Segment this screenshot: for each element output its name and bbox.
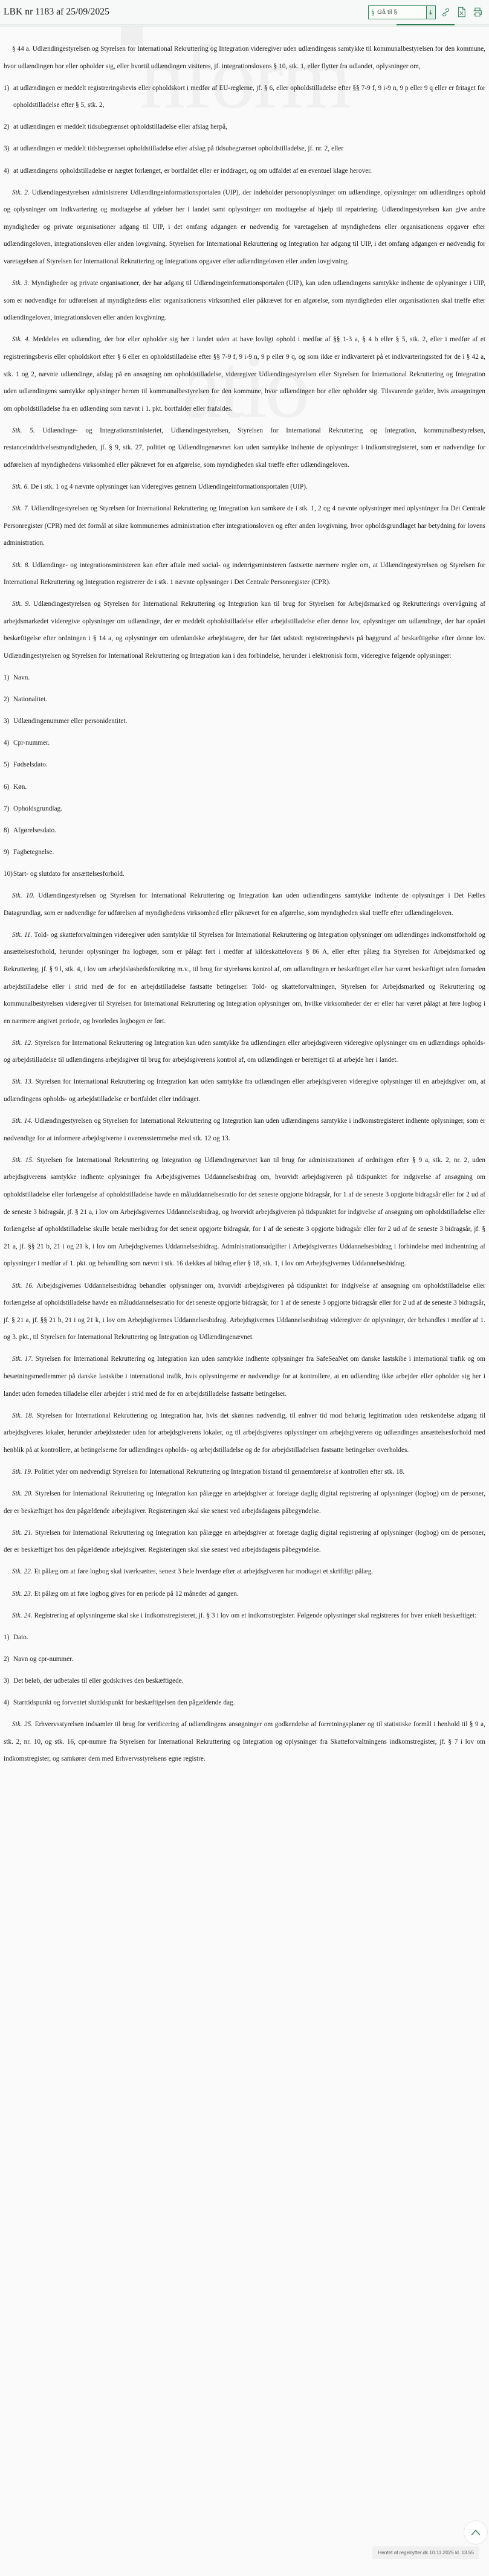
subsection-paragraph [4, 887, 485, 922]
numbered-list-item [4, 1694, 485, 1712]
numbered-list-item [4, 756, 485, 774]
paragraph-text: Et pålæg om at føre logbog gives for en periode på 12 måneder ad gangen. [32, 1590, 239, 1598]
subsection-marker: Stk. 7. [12, 505, 30, 513]
list-item-text: Nationalitet. [13, 696, 48, 704]
numbered-list-item [4, 822, 485, 840]
list-item-text: at udlændingens opholdstilladelse er nægtet forlænget, er bortfaldet eller er inddraget, og om udfaldet af en eventuel klage herover. [13, 167, 372, 175]
paragraph-text: De i stk. 1 og 4 nævnte oplysninger kan videregives gennem Udlændingeinformationsportalen (UIP). [29, 483, 308, 491]
list-item-text: Starttidspunkt og forventet sluttidspunkt for beskæftigelsen den pågældende dag. [13, 1698, 235, 1706]
subsection-marker: Stk. 24. [12, 1611, 33, 1619]
paragraph-text: Styrelsen for International Rekruttering og Integration kan uden samtykke fra udlændingen eller arbejdsgiveren videregive oplysninger til en arbejdsgiver om, at udlændingens opholds- og arbejdstilladelse er bortfaldet eller inddraget. [4, 1078, 485, 1103]
goto-paragraph-select[interactable] [368, 5, 436, 19]
subsection-marker: Stk. 9. [12, 600, 31, 608]
subsection-paragraph [4, 1113, 485, 1147]
list-item-number: 1) [4, 674, 10, 682]
paragraph-text: Udlændingestyrelsen og Styrelsen for International Rekruttering og Integration kan uden udlændingens samtykke i indkomstregisteret indhente oplysninger, som er nødvendige for at informere arbejdsgiverne i overensstemmelse med stk. 12 og 13. [4, 1117, 485, 1142]
subsection-marker: Stk. 8. [12, 561, 30, 569]
paragraph-text: Udlændinge- og integrationsministeren kan efter aftale med social- og indenrigsministeren fastsætte nærmere regler om, at Udlændingestyrelsen og Styrelsen for International Rekruttering og Integration registrerer de i stk. 1 nævnte oplysninger i Det Centrale Personregister (CPR). [4, 561, 485, 586]
retrieval-stamp: Hentet af regelrytter.dk 10.11.2025 kl. 13.55 [372, 2546, 479, 2559]
list-item-text: Opholdsgrundlag. [13, 805, 63, 812]
list-item-number: 5) [4, 761, 10, 769]
chevron-up-icon [470, 2526, 482, 2539]
list-item-text: Dato. [13, 1633, 28, 1641]
paragraph-text: § 44 a. Udlændingestyrelsen og Styrelsen for International Rekruttering og Integration videregiver uden udlændingens samtykke til kommunalbestyrelsen for den kommune, hvor udlændingen bor eller opholder sig, eller hvortil udlændingen visiteres, jf. integrationslovens § 10, stk. 1, eller flytter fra udlandet, oplysninger om, [4, 45, 485, 70]
subsection-marker: Stk. 23. [12, 1590, 33, 1598]
subsection-paragraph [4, 1585, 485, 1603]
numbered-list-item [4, 713, 485, 730]
list-item-number: 3) [4, 1677, 10, 1685]
subsection-paragraph [4, 1035, 485, 1069]
subsection-marker: Stk. 11. [12, 931, 33, 939]
numbered-list-item [4, 734, 485, 752]
subsection-paragraph [4, 1485, 485, 1520]
numbered-list-item [4, 669, 485, 687]
numbered-list-item [4, 844, 485, 861]
paragraph-text: Et pålæg om at føre logbog skal iværksættes, senest 3 hele hverdage efter at arbejdsgiveren har modtaget et skriftligt pålæg. [32, 1568, 374, 1576]
subsection-paragraph [4, 422, 485, 474]
subsection-paragraph [4, 1607, 485, 1625]
subsection-paragraph [4, 1524, 485, 1559]
numbered-list-item [4, 1629, 485, 1646]
subsection-marker: Stk. 20. [12, 1490, 33, 1498]
paragraph-text: Udlændinge- og Integrationsministeriet, Udlændingestyrelsen, Styrelsen for International Rekruttering og Integration, kommunalbestyrelsen, restanceinddrivelsesmyndigheden, jf. § 9, stk. 27, politiet og Udlændingenævnet kan uden samtykke indhente de oplysninger i indkomstregisteret, som er nødvendige for udførelsen af myndighedens virksomhed eller påkrævet for en afgørelse, som myndigheden skal træffe efter udlændingeloven. [4, 426, 486, 469]
list-item-text: Udlændingenummer eller personidentitet. [13, 718, 128, 725]
subsection-paragraph [4, 557, 485, 591]
subsection-marker: Stk. 21. [12, 1529, 33, 1537]
document-identifier: LBK nr 1183 af 25/09/2025 [4, 7, 109, 17]
subsection-marker: Stk. 2. [12, 188, 30, 196]
subsection-paragraph [4, 184, 485, 271]
subsection-paragraph [4, 275, 485, 327]
subsection-paragraph [4, 478, 485, 496]
paragraph-text: Udlændingestyrelsen og Styrelsen for International Rekruttering og Integration kan uden udlændingens samtykke indhente de oplysninger i Det Fælles Datagrundlag, som er nødvendige for udførelsen af myndighedens virksomhed eller påkrævet for en afgørelse, som myndigheden skal træffe efter udlændingeloven. [4, 892, 485, 917]
list-item-text: Køn. [13, 783, 27, 791]
list-item-text: Fødselsdato. [13, 761, 48, 769]
subsection-paragraph [4, 1152, 485, 1273]
paragraph-text: Udlændingestyrelsen og Styrelsen for International Rekruttering og Integration kan samkøre de i stk. 1, 2 og 4 nævnte oplysninger med oplysninger fra Det Centrale Personregister (CPR) med det formål at sikre kommunernes administration efter integrationsloven og efter anden lovgivning, hvor opholdsgrundlaget har betydning for lovens administration. [4, 505, 485, 547]
numbered-list-item [4, 162, 485, 180]
list-item-number: 7) [4, 805, 10, 812]
list-item-number: 10) [4, 870, 13, 878]
list-item-text: Navn. [13, 674, 30, 682]
toolbar-actions [368, 5, 483, 19]
subsection-marker: Stk. 10. [12, 892, 35, 900]
list-item-number: 2) [4, 1655, 10, 1663]
section-paragraph [4, 40, 485, 75]
active-control-underline [397, 24, 455, 25]
list-item-number: 3) [4, 718, 10, 725]
paragraph-text: Styrelsen for International Rekruttering og Integration har, hvis det skønnes nødvendig, til enhver tid mod behørig legitimation uden retskendelse adgang til arbejdsgiveres lokaler, herunder arbejdssteder uden for arbejdsgiverens lokaler, og til arbejdsgiveres oplysninger om arbejdsgiverens og udlændinges ansættelsesforhold med henblik på at kontrollere, at betingelserne for udlændinges opholds- og arbejdstilladelse og de for arbejdstilladelsen fastsatte betingelser overholdes. [4, 1412, 485, 1454]
list-item-text: at udlændingen er meddelt tidsbegrænset opholdstilladelse efter afslag på tidsubegrænset opholdstilladelse, jf. nr. 2, eller [13, 145, 344, 153]
subsection-paragraph [4, 1463, 485, 1481]
paragraph-icon: § [371, 7, 375, 16]
paragraph-text: Meddeles en udlænding, der bor eller opholder sig her i landet uden at have lovligt ophold i medfør af §§ 1-3 a, § 4 b eller § 5, stk. 2, eller i medfør af et registreringsbevis eller opholdskort efter § 6 eller en opholdstilladelse efter §§ 7-9 f, 9 i-9 n, 9 p eller 9 q, og som ikke er indkvarteret på et indkvarteringssted for de i § 42 a, stk. 1 og 2, nævnte udlændinge, afslag på en ansøgning om opholdstilladelse, videregiver Udlændingestyrelsen eller Styrelsen for International Rekruttering og Integration uden udlændingens samtykke oplysninger herom til kommunalbestyrelsen for den kommune, hvor udlændingen bor eller opholder sig. Tilsvarende gælder, hvis ansøgningen om opholdstilladelse fra en udlænding som nævnt i 1. pkt. bortfalder eller frafaldes. [4, 336, 485, 413]
paragraph-text: Styrelsen for International Rekruttering og Integration kan pålægge en arbejdsgiver at foretage daglig digital registrering af oplysninger (logbog) om de personer, der er beskæftiget hos den pågældende arbejdsgiver. Registeringen skal ske senest ved arbejdsdagens påbegyndelse. [4, 1490, 485, 1515]
subsection-paragraph [4, 1073, 485, 1108]
list-item-text: Det beløb, der udbetales til eller godskrives den beskæftigede. [13, 1677, 184, 1685]
paragraph-text: Registrering af oplysningerne skal ske i indkomstregisteret, jf. § 3 i lov om et indkomstregister. Følgende oplysninger skal registreres for hver enkelt beskæftiget: [32, 1611, 477, 1619]
subsection-marker: Stk. 19. [12, 1468, 33, 1476]
paragraph-text: Myndigheder og private organisationer, der har adgang til Udlændingeinformationsportalen (UIP), kan uden udlændingens samtykke indhente de oplysninger i UIP, som er nødvendige for udførelsen af myndighedens eller organisationens virksomhed eller påkrævet for en afgørelse, som myndigheden eller organisationen skal træffe efter udlændingeloven, integrationsloven eller anden lovgivning. [4, 280, 485, 322]
list-item-number: 1) [4, 84, 10, 92]
numbered-list-item [4, 80, 485, 114]
paragraph-text: Styrelsen for International Rekruttering og Integration kan pålægge en arbejdsgiver at foretage daglig digital registrering af oplysninger (logbog) om de personer, der er beskæftiget hos den pågældende arbejdsgiver. Registeringen skal ske senest ved arbejdsdagens påbegyndelse. [4, 1529, 485, 1554]
document-body [4, 40, 485, 1768]
paragraph-text: Told- og skatteforvaltningen videregiver uden samtykke til Styrelsen for International Rekruttering og Integration oplysninger om udlændinges indkomstforhold og ansættelsesforhold, herunder oplysninger fra logbøger, som er pålagt ført i medfør af kildeskattelovens § 86 A, eller efter pålæg fra Styrelsen for Arbejdsmarked og Rekruttering, jf. § 9 l, stk. 4, i lov om arbejdsløshedsforsikring m.v., til brug for styrelsens kontrol af, om udlændingen er beskæftiget eller har været beskæftiget uden fornøden arbejdstilladelse eller i strid med de for en arbejdstilladelse fastsatte betingelser. Told- og skatteforvaltningen, Styrelsen for Arbejdsmarked og Rekruttering og kommunalbestyrelsen videregiver til Styrelsen for International Rekruttering og Integration oplysninger om, hvilke virksomheder der er eller har været pålagt at føre logbog i en nærmere angivet periode, og hvorledes logbogen er ført. [4, 931, 485, 1025]
subsection-marker: Stk. 14. [12, 1117, 33, 1125]
list-item-text: Start- og slutdato for ansættelsesforhold. [13, 870, 125, 878]
subsection-marker: Stk. 13. [12, 1078, 33, 1086]
paragraph-text: Politiet yder om nødvendigt Styrelsen for International Rekruttering og Integration bistand til gennemførelse af kontrollen efter stk. 18. [32, 1468, 405, 1476]
subsection-marker: Stk. 22. [12, 1568, 33, 1576]
subsection-marker: Stk. 15. [12, 1156, 34, 1164]
list-item-text: at udlændingen er meddelt tidsubegrænset opholdstilladelse eller afslag herpå, [13, 123, 227, 131]
paragraph-text: Styrelsen for International Rekruttering og Integration og Udlændingenævnet kan til brug for administrationen af ordningen efter § 9 a, stk. 2, nr. 2, uden arbejdsgiverens samtykke indhente oplysninger fra Arbejdsgivernes Uddannelsesbidrag om, hvorvidt arbejdsgiveren på tidspunktet for indgivelse af ansøgning om opholdstilladelse eller forlængelse af opholdstilladelse havde en måluddannelsesratio for det seneste opgjorte bidragsår, for 1 af de seneste 3 opgjorte bidragsår eller for 2 ud af de seneste 3 bidragsår, jf. § 21 a, i lov om Arbejdsgivernes Uddannelsesbidrag, og hvorvidt arbejdsgiveren på tidspunktet for indgivelse af ansøgning om opholdstilladelse eller forlængelse af opholdstilladelse skulle betale merbidrag for det senest opgjorte bidragsår, for 1 af de seneste 3 opgjorte bidragsår eller for 2 ud af de seneste 3 bidragsår, jf. § 21 a, jf. §§ 21 b, 21 i og 21 k, i lov om Arbejdsgivernes Uddannelsesbidrag. Administrationsudgifter i Arbejdsgivernes Uddannelsesbidrag i forbindelse med indhentning af oplysninger i medfør af 1. pkt. og behandling som nævnt i stk. 16 dækkes af bidrag efter § 18, stk. 1, i lov om Arbejdsgivernes Uddannelsesbidrag. [4, 1156, 485, 1268]
subsection-paragraph [4, 596, 485, 664]
paragraph-text: Styrelsen for International Rekruttering og Integration kan uden samtykke fra udlændingen eller arbejdsgiveren videregive oplysninger om en udlændings opholds- og arbejdstilladelse til udlændingens arbejdsgiver til brug for arbejdsgiverens kontrol af, om udlændingen er berettiget til at arbejde her i landet. [4, 1039, 485, 1064]
paragraph-text: Erhvervsstyrelsen indsamler til brug for verificering af udlændingens ansøgninger om godkendelse af forretningsplaner og til statistiske formål i henhold til § 9 a, stk. 2, nr. 10, og stk. 16, cpr-numre fra Styrelsen for International Rekruttering og Integration og oplysninger fra Skatteforvaltningens indkomstregister, jf. § 7 i lov om indkomstregister, og samkører dem med Erhvervsstyrelsens egne registre. [4, 1721, 485, 1763]
subsection-paragraph [4, 500, 485, 552]
numbered-list-item [4, 118, 485, 136]
list-item-number: 3) [4, 145, 10, 153]
list-item-number: 6) [4, 783, 10, 791]
list-item-text: at udlændingen er meddelt registreringsbevis eller opholdskort i medfør af EU-reglerne, jf. § 6, eller opholdstilladelse efter §§ 7-9 f, 9 i-9 n, 9 p eller 9 q eller er fritaget for opholdstilladelse efter § 5, stk. 2, [13, 84, 485, 109]
subsection-paragraph [4, 927, 485, 1030]
numbered-list-item [4, 691, 485, 708]
print-icon[interactable] [471, 6, 483, 19]
subsection-paragraph [4, 331, 485, 417]
numbered-list-item [4, 866, 485, 883]
list-item-text: Navn og cpr-nummer. [13, 1655, 74, 1663]
chevron-down-icon[interactable] [426, 6, 435, 19]
list-item-number: 8) [4, 826, 10, 834]
subsection-paragraph [4, 1407, 485, 1459]
subsection-paragraph [4, 1277, 485, 1346]
numbered-list-item [4, 1672, 485, 1690]
subsection-paragraph [4, 1716, 485, 1768]
paragraph-text: Arbejdsgivernes Uddannelsesbidrag behandler oplysninger om, hvorvidt arbejdsgiveren på tidspunktet for indgivelse af ansøgning om opholdstilladelse eller forlængelse af opholdstilladelse havde en måluddannelsesratio for det seneste opgjorte bidragsår, for 1 af de seneste 3 opgjorte bidragsår eller for 2 ud af de seneste 3 bidragsår, jf. § 21 a, jf. §§ 21 b, 21 i og 21 k, i lov om Arbejdsgivernes Uddannelsesbidrag. Arbejdsgivernes Uddannelsesbidrag videregiver de oplysninger, der behandles i medfør af 1. og 3. pkt., til Styrelsen for International Rekruttering og Integration og Udlændingenævnet. [4, 1282, 485, 1341]
subsection-marker: Stk. 18. [12, 1412, 34, 1419]
numbered-list-item [4, 1651, 485, 1668]
document-page [0, 27, 489, 2576]
numbered-list-item [4, 779, 485, 796]
subsection-marker: Stk. 25. [12, 1721, 33, 1729]
document-toolbar [0, 0, 489, 24]
goto-paragraph-label: Gå til § [377, 8, 398, 16]
subsection-marker: Stk. 3. [12, 280, 30, 287]
list-item-number: 4) [4, 167, 10, 175]
list-item-text: Cpr-nummer. [13, 739, 50, 747]
list-item-number: 2) [4, 123, 10, 131]
list-item-text: Fagbetegnelse. [13, 848, 54, 856]
subsection-marker: Stk. 12. [12, 1039, 33, 1047]
list-item-number: 2) [4, 696, 10, 704]
subsection-marker: Stk. 6. [12, 483, 30, 491]
paragraph-text: Udlændingestyrelsen og Styrelsen for International Rekruttering og Integration kan til brug for Styrelsen for Arbejdsmarked og Rekrutterings overvågning af arbejdsmarkedet videregive oplysninger om udlændinge, der er meddelt opholdstilladelse eller arbejdstilladelse efter denne lov, oplysninger om udlændinge, der har opnået beskæftigelse efter ordningen i § 14 a, og oplysninger om udenlandske arbejdstagere, der har fået udstedt registreringsbevis på baggrund af beskæftigelse efter denne lov. Udlændingestyrelsen og Styrelsen for International Rekruttering og Integration kan i den forbindelse, herunder i elektronisk form, videregive følgende oplysninger: [4, 600, 485, 660]
numbered-list-item [4, 800, 485, 818]
subsection-marker: Stk. 16. [12, 1282, 34, 1290]
list-item-text: Afgørelsesdato. [13, 826, 57, 834]
subsection-paragraph [4, 1351, 485, 1402]
numbered-list-item [4, 140, 485, 158]
scroll-to-top-button[interactable] [464, 2520, 488, 2545]
subsection-marker: Stk. 5. [12, 426, 35, 434]
paragraph-text: Styrelsen for International Rekruttering og Integration kan uden samtykke indhente oplysninger fra SafeSeaNet om danske lastskibe i international trafik og om besætningsmedlemmer på danske lastskibe i international trafik, hvis oplysningerne er nødvendige for at kontrollere, at en udlænding ikke arbejder eller opholder sig her i landet uden fornøden tilladelse eller arbejder i strid med de for en arbejdstilladelse fastsatte betingelser. [4, 1355, 485, 1398]
link-icon[interactable] [440, 6, 452, 19]
paragraph-text: Udlændingestyrelsen administrerer Udlændingeinformationsportalen (UIP), der indeholder personoplysninger om udlændinge, oplysninger om udlændinges ophold og oplysninger om indkvartering og modtagelse af ydelser her i landet samt oplysninger om modtagelse af hjælp til repatriering. Udlændingestyrelsen kan give andre myndigheder og private organisationer adgang til UIP, i det omfang adgangen er nødvendig for varetagelsen af myndighedens eller organisationens opgaver efter udlændingeloven, integrationsloven eller anden lovgivning. Styrelsen for International Rekruttering og Integration har adgang til UIP, i det omfang adgangen er nødvendig for varetagelsen af Styrelsen for International Rekruttering og Integrations opgaver efter udlændingeloven eller anden lovgivning. [4, 188, 485, 266]
subsection-marker: Stk. 4. [12, 336, 30, 344]
list-item-number: 1) [4, 1633, 10, 1641]
pdf-icon[interactable] [456, 6, 467, 19]
list-item-number: 4) [4, 1698, 10, 1706]
list-item-number: 4) [4, 739, 10, 747]
subsection-marker: Stk. 17. [12, 1355, 33, 1363]
subsection-paragraph [4, 1563, 485, 1581]
list-item-number: 9) [4, 848, 10, 856]
